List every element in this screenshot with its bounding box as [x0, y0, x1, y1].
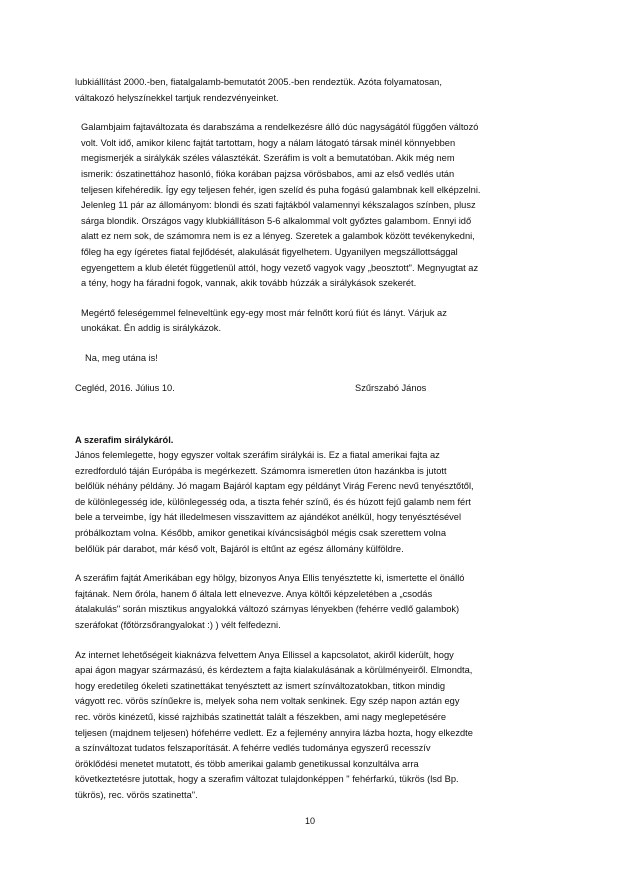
paragraph-2 [75, 120, 548, 292]
author-name: Szűrszabó János [355, 382, 427, 393]
text-line: lubkiállítást 2000.-ben, fiatalgalamb-bemutatót 2005.-ben rendeztük. Azóta folyamatosan, [75, 77, 442, 87]
text-line: teljesen (majdnem teljesen) hófehérre vedlett. Ez a fejlemény annyira lázba hozta, hogy elkezdte [75, 727, 473, 738]
text-line: következtetésre jutottak, hogy a szerafim változat tulajdonképpen " fehérfarkú, tükrös (lsd Bp. [75, 774, 459, 785]
text-line: alatt ez nem sok, de számomra nem is ez a lényeg. Szeretek a galambok között tevékenykedni, [81, 231, 475, 242]
text-line: hogy eredetileg ókeleti szatinettákat tenyésztett az ismert színváltozatokban, titkon mindig [75, 680, 446, 691]
text-line: tükrös), rec. vörös szatinetta". [75, 789, 198, 800]
text-line: apai ágon magyar származású, és kérdeztem a fajta kialakulásának a körülményeiről. Elmondta, [75, 665, 473, 676]
text-line: a tény, hogy ha fáradni fogok, vannak, akik tovább húzzák a sirálykások szekerét. [81, 278, 417, 289]
section-title: A szerafim sirálykáról. [75, 434, 174, 445]
text-line: János felemlegette, hogy egyszer voltak szeráfim sirálykái is. Ez a fiatal amerikai fajta az [75, 450, 440, 461]
text-line: Na, meg utána is! [85, 352, 158, 363]
paragraph-3 [75, 306, 548, 337]
paragraph-1 [75, 75, 548, 106]
text-line: öröklődési menetet mutatott, és több amerikai galamb genetikussal konzultálva arra [75, 758, 419, 769]
signature-row [75, 381, 548, 397]
text-line: fajtának. Nem őróla, hanem ő általa lett elnevezve. Anya költői képzeletében a „csodás [75, 588, 433, 599]
text-line: váltakozó helyszínekkel tartjuk rendezvényeinket. [75, 92, 279, 103]
page-number: 10 [304, 816, 315, 826]
text-line: belőlük pár darabot, már késő volt, Bajáról is eltűnt az egész állomány külföldre. [75, 543, 404, 554]
text-line: volt. Volt idő, amikor kilenc fajtát tartottam, hogy a nálam látogató társak minél könnyebben [81, 137, 456, 148]
section-paragraph-3 [75, 648, 548, 804]
text-line: sárga blondik. Országos vagy klubkiállításon 5-6 alkalommal volt győztes galambom. Ennyi idő [81, 215, 472, 226]
text-line: ismerik: ószatinettához hasonló, fióka korában pajzsa vörösbabos, ami az első vedlés után [81, 168, 455, 179]
text-line: A szeráfim fajtát Amerikában egy hölgy, bizonyos Anya Ellis tenyésztette ki, ismertette el önálló [75, 573, 465, 584]
text-line: Megértő feleségemmel felneveltünk egy-egy most már felnőtt korú fiút és lányt. Várjuk az [81, 307, 447, 318]
text-line: próbálkoztam volna. Később, amikor genetikai kíváncsiságból mégis csak szerettem volna [75, 528, 447, 539]
text-line: megismerjék a sirálykák széles választékát. Szeráfim is volt a bemutatóban. Akik még nem [81, 153, 455, 164]
text-line: ezredforduló táján Európába is megérkezett. Számomra ismeretlen úton hazánkba is jutott [75, 465, 447, 476]
text-line: Jelenleg 11 pár az állományom: blondi és szati fajtákból valamennyi kékszalagos színben, plusz [81, 200, 476, 211]
place-date: Cegléd, 2016. Július 10. [75, 382, 175, 393]
paragraph-4 [75, 351, 548, 367]
text-line: de különlegesség ide, különlegesség oda, a tiszta fehér színű, és és húzott fejű galamb nem fért [75, 496, 471, 507]
text-line: vágyott rec. vörös színűekre is, melyek soha nem voltak senkinek. Egy szép napon aztán egy [75, 696, 460, 707]
text-line: átalakulás" során misztikus angyalokká változó szárnyas lényekben (fehérre vedlő galambok) [75, 604, 460, 615]
section-paragraph-1 [75, 448, 548, 557]
text-line: Az internet lehetőségeit kiaknázva felvettem Anya Ellissel a kapcsolatot, akiről kiderült, hogy [75, 649, 454, 660]
text-line: belőlük néhány példány. Jó magam Bajáról kaptam egy példányt Virág Ferenc nevű tenyésztőtől, [75, 481, 474, 492]
text-line: Galambjaim fajtaváltozata és darabszáma a rendelkezésre álló dúc nagyságától függően változó [81, 122, 479, 133]
text-line: teljesen kifehéredik. Így egy teljesen fehér, igen szelíd és puha fogású galambnak kell elképzelni. [81, 184, 481, 195]
section-paragraph-2 [75, 571, 548, 633]
text-line: unokákat. Én addig is sirálykázok. [81, 323, 222, 334]
text-line: bele a terveimbe, így hát illedelmesen visszavittem az ajándékot anélkül, hogy tenyésztésével [75, 512, 462, 523]
text-line: szeráfokat (főtörzsőrangyalokat :) ) vélt felfedezni. [75, 620, 281, 631]
text-line: főleg ha egy ígéretes fiatal fejlődését, alakulását figyelhetem. Ugyanilyen megszállottsággal [81, 246, 458, 257]
text-line: a színváltozat tudatos felszaporítását. A fehérre vedlés tudománya egyszerű recesszív [75, 743, 431, 754]
text-line: rec. vörös kinézetű, kissé rajzhibás szatinettát talált a fészekben, ami nagy meglepetésére [75, 712, 447, 722]
text-line: egyengettem a klub életét függetlenül attól, hogy vezető vagyok vagy „beosztott". Megnyugtat az [81, 262, 479, 273]
